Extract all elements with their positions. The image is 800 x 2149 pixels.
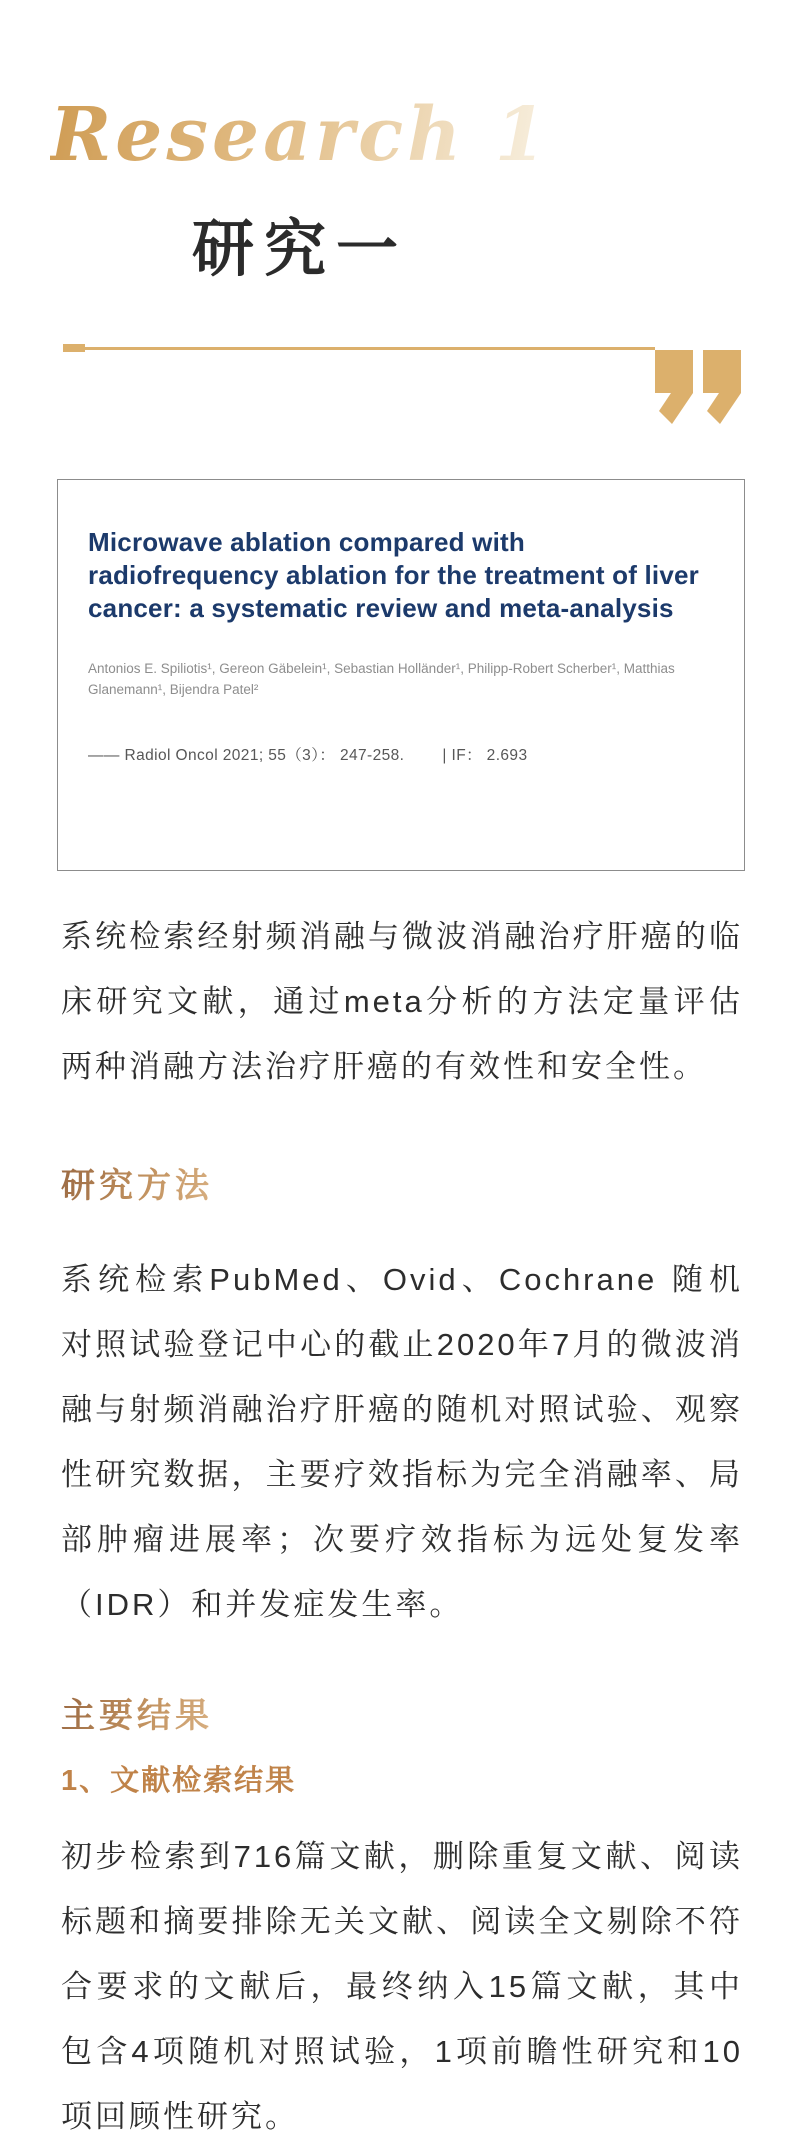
- impact-factor: | IF： 2.693: [442, 747, 528, 765]
- section-heading-methods: 研究方法: [61, 1165, 213, 1209]
- page-title: 研究一: [191, 216, 408, 285]
- article-header: [0, 0, 600, 290]
- paper-citation-row: [88, 743, 716, 765]
- divider-cap: [63, 344, 85, 352]
- paper-title: Microwave ablation compared with radiofrequency ablation for the treatment of liver cancer: a systematic review and meta-analysis: [88, 526, 699, 623]
- results-paragraph: 初步检索到716篇文献，删除重复文献、阅读标题和摘要排除无关文献、阅读全文剔除不符合要求的文献后，最终纳入15篇文献，其中包含4项随机对照试验，1项前瞻性研究和10项回顾性研究。: [61, 1838, 743, 2134]
- section-results: [0, 1695, 800, 2148]
- paper-authors: Antonios E. Spiliotis¹, Gereon Gäbelein¹, Sebastian Holländer¹, Philipp-Robert Scherber¹, Matthias Glanemann¹, Bijendra Patel²: [88, 660, 675, 698]
- research-script-title: Research 1: [49, 92, 551, 178]
- subsection-heading-literature-search: 1、文献检索结果: [61, 1765, 297, 1798]
- section-methods: [0, 1165, 800, 1637]
- journal-reference: —— Radiol Oncol 2021; 55（3）： 247-258.: [88, 747, 405, 765]
- section-heading-results: 主要结果: [61, 1695, 213, 1739]
- paper-citation-card: [57, 479, 745, 871]
- intro-paragraph: 系统检索经射频消融与微波消融治疗肝癌的临床研究文献，通过meta分析的方法定量评估两种消融方法治疗肝癌的有效性和安全性。: [61, 918, 743, 1084]
- gold-divider: [63, 344, 655, 353]
- closing-quotes-icon: [655, 350, 743, 424]
- methods-paragraph: 系统检索PubMed、Ovid、Cochrane 随机对照试验登记中心的截止2020年7月的微波消融与射频消融治疗肝癌的随机对照试验、观察性研究数据，主要疗效指标为完全消融率、局部肿瘤进展率；次要疗效指标为远处复发率（IDR）和并发症发生率。: [61, 1262, 743, 1623]
- divider-line: [85, 347, 655, 350]
